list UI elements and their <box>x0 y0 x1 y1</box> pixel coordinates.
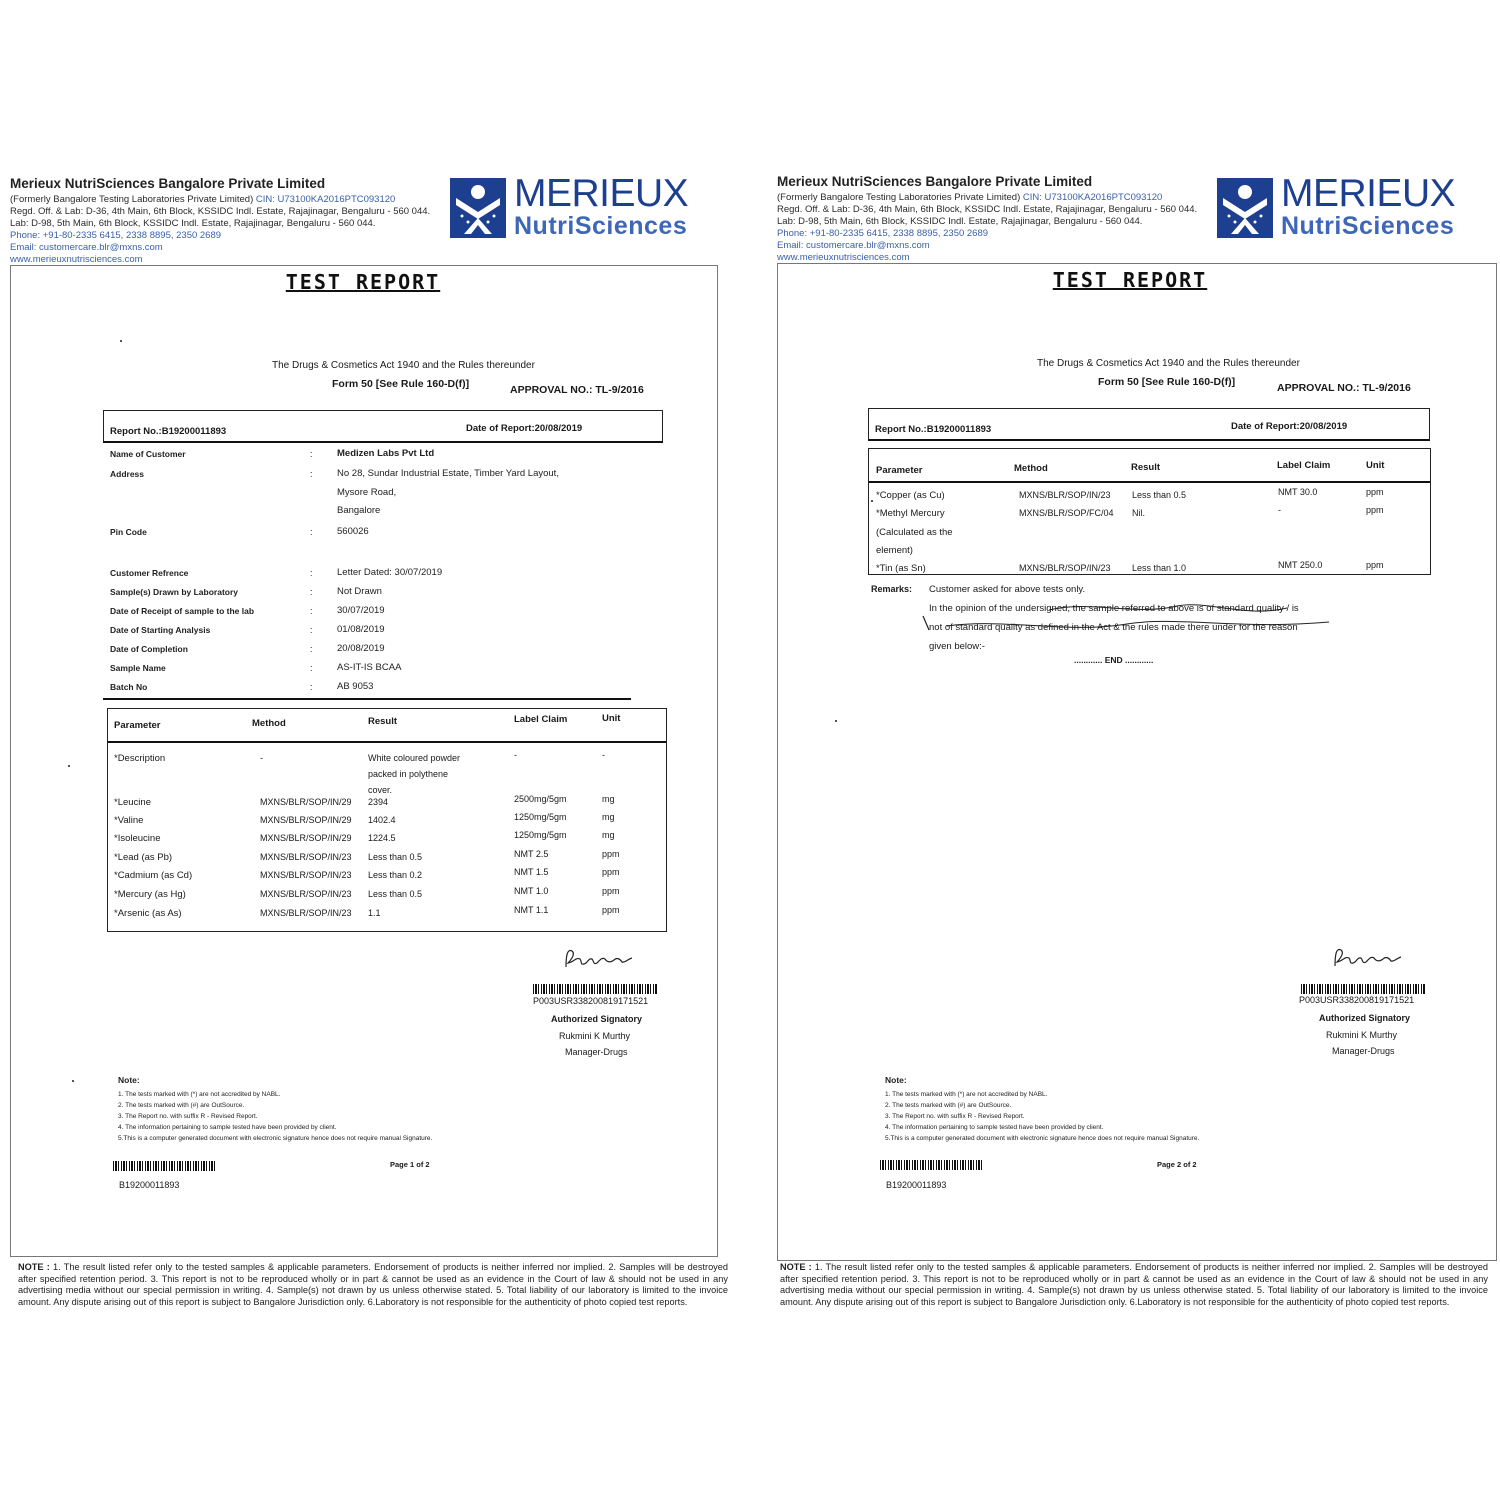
field-colon: : <box>310 587 313 597</box>
customer-field-label: Pin Code <box>110 527 147 537</box>
header-parameter: Parameter <box>876 465 923 476</box>
logo-subtitle: NutriSciences <box>1281 212 1455 240</box>
header-label-claim: Label Claim <box>1277 460 1331 471</box>
remarks-label: Remarks: <box>871 584 913 594</box>
table-cell-parameter: *Tin (as Sn) <box>876 563 926 574</box>
note-item: 1. The tests marked with (*) are not accredited by NABL. <box>118 1091 281 1098</box>
header-unit: Unit <box>1366 460 1385 471</box>
table-cell-claim: NMT 1.0 <box>514 886 549 896</box>
barcode-text: B19200011893 <box>886 1180 947 1190</box>
signatory-code: P003USR338200819171521 <box>1299 995 1415 1005</box>
customer-field-value: No 28, Sundar Industrial Estate, Timber Yard Layout, <box>337 468 559 479</box>
customer-field-label: Date of Receipt of sample to the lab <box>110 606 255 616</box>
customer-field-label: Name of Customer <box>110 449 186 459</box>
table-cell-unit: mg <box>602 830 615 840</box>
table-cell-parameter: *Isoleucine <box>114 833 161 844</box>
company-email[interactable]: Email: customercare.blr@mxns.com <box>10 242 163 253</box>
customer-field-value: Bangalore <box>337 505 381 516</box>
company-website[interactable]: www.merieuxnutrisciences.com <box>10 254 143 265</box>
report-number: Report No.:B19200011893 <box>110 426 227 437</box>
signatory-barcode <box>1301 984 1425 994</box>
report-number-box <box>868 408 1430 441</box>
company-email[interactable]: Email: customercare.blr@mxns.com <box>777 240 930 251</box>
table-header-row <box>108 709 666 743</box>
logo-wordmark: MERIEUX <box>514 172 689 215</box>
note-item: 5.This is a computer generated document with electronic signature hence does not require manual Signature. <box>118 1135 433 1142</box>
table-cell-method: MXNS/BLR/SOP/IN/29 <box>260 815 352 825</box>
company-name: Merieux NutriSciences Bangalore Private Limited <box>10 176 326 191</box>
header-result: Result <box>368 716 398 727</box>
table-cell-unit: mg <box>602 812 615 822</box>
table-cell-method: MXNS/BLR/SOP/IN/23 <box>260 889 352 899</box>
merieux-logo <box>1217 172 1482 242</box>
company-lab-address: Lab: D-98, 5th Main, 6th Block, KSSIDC Indl. Estate, Rajajinagar, Bengaluru - 560 044. <box>777 216 1143 227</box>
table-cell-result: Less than 0.5 <box>368 889 423 899</box>
table-cell-parameter: *Lead (as Pb) <box>114 852 173 863</box>
customer-field-label: Customer Refrence <box>110 568 189 578</box>
table-cell-method: - <box>260 753 263 763</box>
customer-field-value: Medizen Labs Pvt Ltd <box>337 448 435 459</box>
page-number: Page 1 of 2 <box>390 1160 430 1169</box>
signature <box>560 945 640 978</box>
act-reference: The Drugs & Cosmetics Act 1940 and the Rules thereunder <box>1037 358 1300 369</box>
form-reference: Form 50 [See Rule 160-D(f)] <box>1098 376 1236 388</box>
table-cell-method: MXNS/BLR/SOP/IN/23 <box>1019 563 1111 573</box>
table-cell-claim: 1250mg/5gm <box>514 812 567 822</box>
signatory-name: Rukmini K Murthy <box>1326 1030 1398 1040</box>
table-cell-claim: NMT 1.5 <box>514 867 549 877</box>
table-cell-claim: NMT 30.0 <box>1278 487 1318 497</box>
table-cell-method: MXNS/BLR/SOP/FC/04 <box>1019 508 1114 518</box>
table-cell-result: White coloured powder <box>368 753 461 763</box>
end-marker: ............ END ............ <box>1074 655 1154 665</box>
table-cell-unit: ppm <box>1366 487 1384 497</box>
customer-field-value: Not Drawn <box>337 586 382 597</box>
table-cell-claim: - <box>1278 505 1281 515</box>
table-cell-unit: ppm <box>1366 505 1384 515</box>
note-item: 3. The Report no. with suffix R - Revised Report. <box>885 1113 1025 1120</box>
header-parameter: Parameter <box>114 720 161 731</box>
table-cell-unit: - <box>602 750 605 760</box>
customer-field-value: AB 9053 <box>337 681 374 692</box>
report-barcode <box>880 1160 982 1170</box>
field-colon: : <box>310 568 313 578</box>
table-cell-unit: mg <box>602 794 615 804</box>
header-unit: Unit <box>602 713 621 724</box>
logo-wordmark: MERIEUX <box>1281 172 1456 215</box>
logo-mark-icon <box>1217 178 1273 238</box>
customer-field-value: 560026 <box>337 526 369 537</box>
table-cell-parameter: *Description <box>114 753 166 764</box>
table-cell-parameter: *Valine <box>114 815 144 826</box>
customer-field-value: AS-IT-IS BCAA <box>337 662 402 673</box>
table-cell-parameter: *Methyl Mercury <box>876 508 945 519</box>
table-cell-unit: ppm <box>1366 560 1384 570</box>
table-cell-result: Less than 0.5 <box>368 852 423 862</box>
table-cell-result: 2394 <box>368 797 389 807</box>
report-date: Date of Report:20/08/2019 <box>1231 421 1348 432</box>
remarks-line: given below:- <box>929 641 985 652</box>
table-cell-method: MXNS/BLR/SOP/IN/23 <box>260 852 352 862</box>
table-header-row <box>869 449 1430 483</box>
signatory-role: Manager-Drugs <box>565 1047 628 1057</box>
customer-field-value: Mysore Road, <box>337 487 397 498</box>
customer-field-value: 30/07/2019 <box>337 605 385 616</box>
table-cell-unit: ppm <box>602 905 620 915</box>
scan-dot <box>871 500 873 502</box>
notes-block <box>885 1075 1199 1146</box>
notes-heading: Note: <box>885 1075 907 1085</box>
table-cell-claim: - <box>514 750 517 760</box>
table-cell-parameter: *Mercury (as Hg) <box>114 889 186 900</box>
field-colon: : <box>310 449 313 459</box>
logo-subtitle: NutriSciences <box>514 212 688 240</box>
company-regd-office: Regd. Off. & Lab: D-36, 4th Main, 6th Block, KSSIDC Indl. Estate, Rajajinagar, Bengaluru - 560 044. <box>10 206 431 217</box>
table-cell-method: MXNS/BLR/SOP/IN/23 <box>260 908 352 918</box>
table-cell-result: 1224.5 <box>368 833 396 843</box>
report-barcode <box>113 1161 215 1171</box>
results-table-page-1 <box>107 708 667 932</box>
report-date: Date of Report:20/08/2019 <box>466 423 583 434</box>
table-cell-result: Nil. <box>1132 508 1145 518</box>
table-cell-method: MXNS/BLR/SOP/IN/23 <box>1019 490 1111 500</box>
note-item: 5.This is a computer generated document with electronic signature hence does not require manual Signature. <box>885 1135 1200 1142</box>
signatory-title: Authorized Signatory <box>1319 1013 1411 1023</box>
form-reference: Form 50 [See Rule 160-D(f)] <box>332 378 470 390</box>
footer-disclaimer: NOTE : 1. The result listed refer only to the tested samples & applicable parameters. Endorsement of products is neither inferred nor implied. 2. Samples will be destroyed after specified retention period. 3. This report is not to be reproduced wholly or in part & cannot be used as an evidence in the Court of law & should not be used in any advertising media without our special permission in writing. 4. Sample(s) not drawn by us unless otherwise stated. 5. Total liability of our laboratory is limited to the invoice amount. Any dispute arising out of this report is subject to Bangalore Jurisdiction only. 6.Laboratory is not responsible for the authenticity of photo copied test reports. <box>780 1262 1488 1307</box>
signatory-name: Rukmini K Murthy <box>559 1031 631 1041</box>
customer-field-label: Batch No <box>110 682 148 692</box>
table-cell-parameter: *Copper (as Cu) <box>876 490 945 501</box>
company-website[interactable]: www.merieuxnutrisciences.com <box>777 252 910 263</box>
customer-field-label: Date of Completion <box>110 644 188 654</box>
scan-dot <box>68 765 70 767</box>
strike-through-marks <box>917 596 1337 636</box>
report-title: TEST REPORT <box>1052 268 1208 292</box>
field-colon: : <box>310 682 313 692</box>
notes-heading: Note: <box>118 1075 140 1085</box>
company-lab-address: Lab: D-98, 5th Main, 6th Block, KSSIDC Indl. Estate, Rajajinagar, Bengaluru - 560 044. <box>10 218 376 229</box>
company-phone: Phone: +91-80-2335 6415, 2338 8895, 2350 2689 <box>10 230 222 241</box>
table-cell-claim: NMT 250.0 <box>1278 560 1323 570</box>
scan-dot <box>835 720 837 722</box>
remarks-line: In the opinion of the undersigned, the sample referred to above is of standard quality / is <box>929 603 1299 614</box>
header-result: Result <box>1131 462 1161 473</box>
table-cell-unit: ppm <box>602 886 620 896</box>
note-item: 2. The tests marked with (#) are OutSource. <box>118 1102 245 1109</box>
report-number-box <box>103 410 663 443</box>
page-number: Page 2 of 2 <box>1157 1160 1197 1169</box>
act-reference: The Drugs & Cosmetics Act 1940 and the Rules thereunder <box>272 360 535 371</box>
report-number: Report No.:B19200011893 <box>875 424 992 435</box>
merieux-logo <box>450 172 715 242</box>
signatory-code: P003USR338200819171521 <box>533 996 649 1006</box>
notes-block <box>118 1075 432 1146</box>
divider <box>103 698 631 700</box>
logo-mark-icon <box>450 178 506 238</box>
field-colon: : <box>310 625 313 635</box>
remarks-line: Customer asked for above tests only. <box>929 584 1086 595</box>
customer-field-label: Sample Name <box>110 663 166 673</box>
approval-number: APPROVAL NO.: TL-9/2016 <box>1277 382 1411 394</box>
signatory-role: Manager-Drugs <box>1332 1046 1395 1056</box>
table-cell-claim: 2500mg/5gm <box>514 794 567 804</box>
header-method: Method <box>252 718 286 729</box>
note-item: 1. The tests marked with (*) are not accredited by NABL. <box>885 1091 1048 1098</box>
company-formerly: (Formerly Bangalore Testing Laboratories Private Limited) CIN: U73100KA2016PTC093120 <box>777 192 1163 203</box>
table-cell-method: MXNS/BLR/SOP/IN/29 <box>260 797 352 807</box>
table-cell-result: Less than 0.2 <box>368 870 423 880</box>
table-cell-claim: NMT 1.1 <box>514 905 549 915</box>
table-cell-parameter: *Arsenic (as As) <box>114 908 182 919</box>
signature <box>1329 944 1409 977</box>
scan-dot <box>72 1080 74 1082</box>
table-cell-result: Less than 1.0 <box>1132 563 1187 573</box>
table-cell-unit: ppm <box>602 867 620 877</box>
table-cell-claim: 1250mg/5gm <box>514 830 567 840</box>
field-colon: : <box>310 663 313 673</box>
results-table-page-2 <box>868 448 1431 575</box>
table-cell-parameter: element) <box>876 545 913 556</box>
table-cell-parameter: *Cadmium (as Cd) <box>114 870 193 881</box>
customer-field-value: Letter Dated: 30/07/2019 <box>337 567 443 578</box>
company-regd-office: Regd. Off. & Lab: D-36, 4th Main, 6th Block, KSSIDC Indl. Estate, Rajajinagar, Bengaluru - 560 044. <box>777 204 1198 215</box>
remarks-line: not of standard quality as defined in the Act & the rules made there under for the reason <box>929 622 1298 633</box>
barcode-text: B19200011893 <box>119 1180 180 1190</box>
table-cell-result: 1402.4 <box>368 815 396 825</box>
table-cell-result: 1.1 <box>368 908 381 918</box>
customer-field-label: Date of Starting Analysis <box>110 625 211 635</box>
scan-dot <box>120 340 122 342</box>
test-report-page-2 <box>767 0 1500 1500</box>
table-cell-claim: NMT 2.5 <box>514 849 549 859</box>
field-colon: : <box>310 469 313 479</box>
table-cell-method: MXNS/BLR/SOP/IN/23 <box>260 870 352 880</box>
note-item: 4. The information pertaining to sample tested have been provided by client. <box>885 1124 1104 1131</box>
table-cell-method: MXNS/BLR/SOP/IN/29 <box>260 833 352 843</box>
customer-field-value: 01/08/2019 <box>337 624 385 635</box>
table-cell-result: Less than 0.5 <box>1132 490 1187 500</box>
field-colon: : <box>310 644 313 654</box>
table-cell-unit: ppm <box>602 849 620 859</box>
report-title: TEST REPORT <box>285 270 441 294</box>
table-cell-parameter: (Calculated as the <box>876 527 953 538</box>
table-cell-result: packed in polythene <box>368 769 449 779</box>
note-item: 3. The Report no. with suffix R - Revised Report. <box>118 1113 258 1120</box>
header-method: Method <box>1014 463 1048 474</box>
signatory-title: Authorized Signatory <box>551 1014 643 1024</box>
signatory-barcode <box>533 984 657 994</box>
field-colon: : <box>310 527 313 537</box>
field-colon: : <box>310 606 313 616</box>
customer-field-value: 20/08/2019 <box>337 643 385 654</box>
note-item: 2. The tests marked with (#) are OutSource. <box>885 1102 1012 1109</box>
table-cell-result: cover. <box>368 785 393 795</box>
header-label-claim: Label Claim <box>514 714 568 725</box>
approval-number: APPROVAL NO.: TL-9/2016 <box>510 384 644 396</box>
company-name: Merieux NutriSciences Bangalore Private Limited <box>777 174 1093 189</box>
customer-field-label: Sample(s) Drawn by Laboratory <box>110 587 239 597</box>
table-cell-parameter: *Leucine <box>114 797 151 808</box>
customer-field-label: Address <box>110 469 145 479</box>
company-phone: Phone: +91-80-2335 6415, 2338 8895, 2350 2689 <box>777 228 989 239</box>
footer-disclaimer: NOTE : 1. The result listed refer only to the tested samples & applicable parameters. Endorsement of products is neither inferred nor implied. 2. Samples will be destroyed after specified retention period. 3. This report is not to be reproduced wholly or in part & cannot be used as an evidence in the Court of law & should not be used in any advertising media without our special permission in writing. 4. Sample(s) not drawn by us unless otherwise stated. 5. Total liability of our laboratory is limited to the invoice amount. Any dispute arising out of this report is subject to Bangalore Jurisdiction only. 6.Laboratory is not responsible for the authenticity of photo copied test reports. <box>18 1262 728 1307</box>
note-item: 4. The information pertaining to sample tested have been provided by client. <box>118 1124 337 1131</box>
company-formerly: (Formerly Bangalore Testing Laboratories Private Limited) CIN: U73100KA2016PTC093120 <box>10 194 396 205</box>
